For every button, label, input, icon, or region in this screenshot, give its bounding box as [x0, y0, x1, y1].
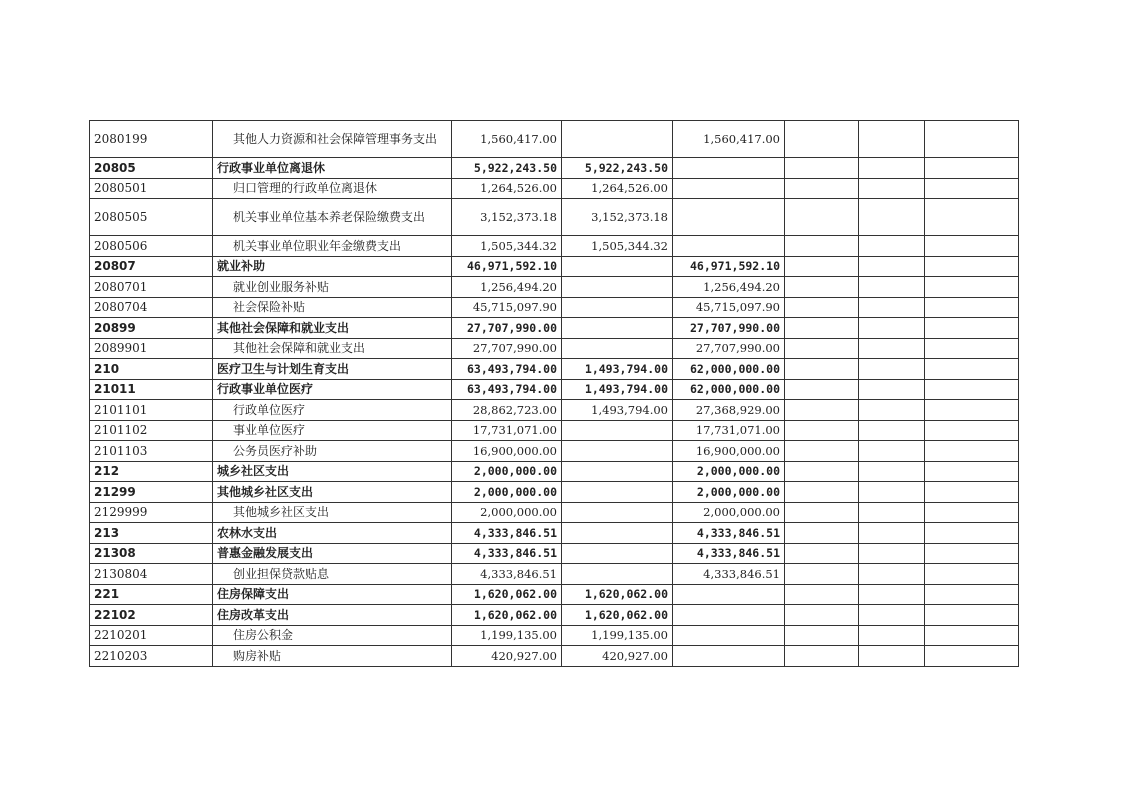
code-cell: 221 — [90, 584, 213, 605]
code-cell: 210 — [90, 359, 213, 380]
empty-cell — [925, 256, 1019, 277]
code-cell: 2101102 — [90, 420, 213, 441]
empty-cell — [785, 482, 859, 503]
empty-cell — [785, 318, 859, 339]
total-amount-cell: 1,256,494.20 — [452, 277, 562, 298]
empty-cell — [859, 441, 925, 462]
code-cell: 2130804 — [90, 564, 213, 585]
code-cell: 2101101 — [90, 400, 213, 421]
empty-cell — [785, 564, 859, 585]
empty-cell — [859, 318, 925, 339]
name-cell: 就业创业服务补贴 — [213, 277, 452, 298]
empty-cell — [925, 178, 1019, 199]
table-row — [90, 318, 1019, 339]
empty-cell — [859, 297, 925, 318]
name-cell: 事业单位医疗 — [213, 420, 452, 441]
total-amount-cell: 4,333,846.51 — [452, 523, 562, 544]
empty-cell — [925, 236, 1019, 257]
code-cell: 20807 — [90, 256, 213, 277]
empty-cell — [859, 158, 925, 179]
table-row — [90, 236, 1019, 257]
table-row — [90, 158, 1019, 179]
table-row — [90, 646, 1019, 667]
project-expenditure-cell — [673, 646, 785, 667]
basic-expenditure-cell: 1,199,135.00 — [562, 625, 673, 646]
table-row — [90, 199, 1019, 236]
total-amount-cell: 27,707,990.00 — [452, 338, 562, 359]
total-amount-cell: 46,971,592.10 — [452, 256, 562, 277]
empty-cell — [859, 420, 925, 441]
empty-cell — [925, 379, 1019, 400]
empty-cell — [925, 277, 1019, 298]
code-cell: 22102 — [90, 605, 213, 626]
empty-cell — [925, 646, 1019, 667]
total-amount-cell: 1,505,344.32 — [452, 236, 562, 257]
empty-cell — [925, 502, 1019, 523]
empty-cell — [925, 121, 1019, 158]
table-row — [90, 625, 1019, 646]
table-row — [90, 121, 1019, 158]
project-expenditure-cell: 46,971,592.10 — [673, 256, 785, 277]
total-amount-cell: 5,922,243.50 — [452, 158, 562, 179]
empty-cell — [859, 543, 925, 564]
empty-cell — [859, 605, 925, 626]
code-cell: 2080701 — [90, 277, 213, 298]
project-expenditure-cell: 62,000,000.00 — [673, 359, 785, 380]
empty-cell — [785, 523, 859, 544]
basic-expenditure-cell: 420,927.00 — [562, 646, 673, 667]
table-row — [90, 584, 1019, 605]
code-cell: 2210203 — [90, 646, 213, 667]
empty-cell — [859, 256, 925, 277]
name-cell: 农林水支出 — [213, 523, 452, 544]
empty-cell — [859, 502, 925, 523]
empty-cell — [925, 338, 1019, 359]
empty-cell — [925, 523, 1019, 544]
basic-expenditure-cell: 1,493,794.00 — [562, 359, 673, 380]
name-cell: 住房保障支出 — [213, 584, 452, 605]
basic-expenditure-cell — [562, 420, 673, 441]
basic-expenditure-cell: 1,493,794.00 — [562, 400, 673, 421]
empty-cell — [859, 564, 925, 585]
basic-expenditure-cell — [562, 564, 673, 585]
empty-cell — [785, 584, 859, 605]
name-cell: 归口管理的行政单位离退休 — [213, 178, 452, 199]
empty-cell — [925, 400, 1019, 421]
project-expenditure-cell — [673, 605, 785, 626]
project-expenditure-cell: 2,000,000.00 — [673, 502, 785, 523]
project-expenditure-cell: 62,000,000.00 — [673, 379, 785, 400]
empty-cell — [859, 482, 925, 503]
name-cell: 其他城乡社区支出 — [213, 502, 452, 523]
table-body — [90, 121, 1019, 667]
code-cell: 2089901 — [90, 338, 213, 359]
project-expenditure-cell — [673, 236, 785, 257]
basic-expenditure-cell — [562, 482, 673, 503]
name-cell: 机关事业单位基本养老保险缴费支出 — [213, 199, 452, 236]
empty-cell — [859, 379, 925, 400]
project-expenditure-cell: 4,333,846.51 — [673, 543, 785, 564]
name-cell: 行政事业单位离退休 — [213, 158, 452, 179]
empty-cell — [785, 625, 859, 646]
empty-cell — [785, 646, 859, 667]
project-expenditure-cell: 27,707,990.00 — [673, 338, 785, 359]
code-cell: 21011 — [90, 379, 213, 400]
name-cell: 其他人力资源和社会保障管理事务支出 — [213, 121, 452, 158]
name-cell: 购房补贴 — [213, 646, 452, 667]
basic-expenditure-cell: 3,152,373.18 — [562, 199, 673, 236]
empty-cell — [785, 277, 859, 298]
empty-cell — [925, 605, 1019, 626]
total-amount-cell: 1,560,417.00 — [452, 121, 562, 158]
basic-expenditure-cell — [562, 502, 673, 523]
code-cell: 21299 — [90, 482, 213, 503]
table-row — [90, 420, 1019, 441]
empty-cell — [925, 482, 1019, 503]
basic-expenditure-cell — [562, 318, 673, 339]
project-expenditure-cell: 1,560,417.00 — [673, 121, 785, 158]
name-cell: 公务员医疗补助 — [213, 441, 452, 462]
total-amount-cell: 1,620,062.00 — [452, 605, 562, 626]
code-cell: 2210201 — [90, 625, 213, 646]
basic-expenditure-cell — [562, 441, 673, 462]
table-row — [90, 338, 1019, 359]
empty-cell — [785, 297, 859, 318]
code-cell: 2080501 — [90, 178, 213, 199]
name-cell: 医疗卫生与计划生育支出 — [213, 359, 452, 380]
code-cell: 212 — [90, 461, 213, 482]
code-cell: 2080704 — [90, 297, 213, 318]
project-expenditure-cell — [673, 625, 785, 646]
total-amount-cell: 1,620,062.00 — [452, 584, 562, 605]
empty-cell — [785, 236, 859, 257]
total-amount-cell: 63,493,794.00 — [452, 359, 562, 380]
name-cell: 其他社会保障和就业支出 — [213, 338, 452, 359]
basic-expenditure-cell: 1,620,062.00 — [562, 605, 673, 626]
empty-cell — [785, 158, 859, 179]
basic-expenditure-cell — [562, 256, 673, 277]
total-amount-cell: 2,000,000.00 — [452, 461, 562, 482]
project-expenditure-cell — [673, 199, 785, 236]
empty-cell — [859, 277, 925, 298]
empty-cell — [785, 461, 859, 482]
name-cell: 创业担保贷款贴息 — [213, 564, 452, 585]
empty-cell — [925, 199, 1019, 236]
table-row — [90, 277, 1019, 298]
total-amount-cell: 45,715,097.90 — [452, 297, 562, 318]
empty-cell — [859, 400, 925, 421]
project-expenditure-cell: 1,256,494.20 — [673, 277, 785, 298]
empty-cell — [925, 297, 1019, 318]
project-expenditure-cell — [673, 158, 785, 179]
total-amount-cell: 4,333,846.51 — [452, 543, 562, 564]
table-row — [90, 543, 1019, 564]
code-cell: 2080505 — [90, 199, 213, 236]
empty-cell — [925, 420, 1019, 441]
table-row — [90, 605, 1019, 626]
total-amount-cell: 2,000,000.00 — [452, 502, 562, 523]
name-cell: 行政事业单位医疗 — [213, 379, 452, 400]
empty-cell — [785, 178, 859, 199]
basic-expenditure-cell: 1,264,526.00 — [562, 178, 673, 199]
name-cell: 城乡社区支出 — [213, 461, 452, 482]
name-cell: 普惠金融发展支出 — [213, 543, 452, 564]
empty-cell — [925, 318, 1019, 339]
project-expenditure-cell: 4,333,846.51 — [673, 564, 785, 585]
empty-cell — [785, 502, 859, 523]
empty-cell — [785, 256, 859, 277]
empty-cell — [785, 400, 859, 421]
empty-cell — [925, 359, 1019, 380]
table-row — [90, 564, 1019, 585]
name-cell: 社会保险补贴 — [213, 297, 452, 318]
code-cell: 21308 — [90, 543, 213, 564]
empty-cell — [785, 605, 859, 626]
empty-cell — [785, 121, 859, 158]
name-cell: 就业补助 — [213, 256, 452, 277]
basic-expenditure-cell — [562, 121, 673, 158]
code-cell: 2080199 — [90, 121, 213, 158]
name-cell: 其他社会保障和就业支出 — [213, 318, 452, 339]
code-cell: 20899 — [90, 318, 213, 339]
table-row — [90, 523, 1019, 544]
table-row — [90, 482, 1019, 503]
total-amount-cell: 4,333,846.51 — [452, 564, 562, 585]
table-row — [90, 256, 1019, 277]
table-row — [90, 178, 1019, 199]
basic-expenditure-cell: 5,922,243.50 — [562, 158, 673, 179]
total-amount-cell: 27,707,990.00 — [452, 318, 562, 339]
total-amount-cell: 1,264,526.00 — [452, 178, 562, 199]
code-cell: 2101103 — [90, 441, 213, 462]
basic-expenditure-cell — [562, 338, 673, 359]
table-row — [90, 502, 1019, 523]
total-amount-cell: 420,927.00 — [452, 646, 562, 667]
basic-expenditure-cell — [562, 277, 673, 298]
total-amount-cell: 2,000,000.00 — [452, 482, 562, 503]
empty-cell — [859, 121, 925, 158]
empty-cell — [859, 461, 925, 482]
empty-cell — [785, 441, 859, 462]
project-expenditure-cell: 2,000,000.00 — [673, 461, 785, 482]
empty-cell — [925, 625, 1019, 646]
table-row — [90, 379, 1019, 400]
empty-cell — [859, 178, 925, 199]
project-expenditure-cell: 27,707,990.00 — [673, 318, 785, 339]
empty-cell — [785, 199, 859, 236]
project-expenditure-cell — [673, 584, 785, 605]
basic-expenditure-cell: 1,620,062.00 — [562, 584, 673, 605]
name-cell: 住房改革支出 — [213, 605, 452, 626]
code-cell: 2080506 — [90, 236, 213, 257]
total-amount-cell: 17,731,071.00 — [452, 420, 562, 441]
table-row — [90, 359, 1019, 380]
empty-cell — [859, 625, 925, 646]
empty-cell — [859, 359, 925, 380]
empty-cell — [925, 158, 1019, 179]
total-amount-cell: 1,199,135.00 — [452, 625, 562, 646]
project-expenditure-cell: 27,368,929.00 — [673, 400, 785, 421]
total-amount-cell: 16,900,000.00 — [452, 441, 562, 462]
project-expenditure-cell: 16,900,000.00 — [673, 441, 785, 462]
basic-expenditure-cell — [562, 543, 673, 564]
name-cell: 其他城乡社区支出 — [213, 482, 452, 503]
name-cell: 行政单位医疗 — [213, 400, 452, 421]
name-cell: 住房公积金 — [213, 625, 452, 646]
budget-expenditure-table — [89, 120, 1019, 667]
name-cell: 机关事业单位职业年金缴费支出 — [213, 236, 452, 257]
empty-cell — [925, 441, 1019, 462]
basic-expenditure-cell — [562, 461, 673, 482]
empty-cell — [859, 646, 925, 667]
empty-cell — [925, 584, 1019, 605]
project-expenditure-cell: 2,000,000.00 — [673, 482, 785, 503]
total-amount-cell: 63,493,794.00 — [452, 379, 562, 400]
basic-expenditure-cell — [562, 297, 673, 318]
project-expenditure-cell: 17,731,071.00 — [673, 420, 785, 441]
code-cell: 2129999 — [90, 502, 213, 523]
empty-cell — [859, 584, 925, 605]
project-expenditure-cell: 45,715,097.90 — [673, 297, 785, 318]
table-row — [90, 400, 1019, 421]
table-row — [90, 461, 1019, 482]
empty-cell — [925, 543, 1019, 564]
empty-cell — [785, 543, 859, 564]
code-cell: 20805 — [90, 158, 213, 179]
table-row — [90, 441, 1019, 462]
empty-cell — [785, 359, 859, 380]
empty-cell — [925, 461, 1019, 482]
project-expenditure-cell: 4,333,846.51 — [673, 523, 785, 544]
project-expenditure-cell — [673, 178, 785, 199]
code-cell: 213 — [90, 523, 213, 544]
empty-cell — [785, 338, 859, 359]
empty-cell — [859, 523, 925, 544]
total-amount-cell: 28,862,723.00 — [452, 400, 562, 421]
basic-expenditure-cell — [562, 523, 673, 544]
empty-cell — [785, 379, 859, 400]
basic-expenditure-cell: 1,505,344.32 — [562, 236, 673, 257]
table-row — [90, 297, 1019, 318]
basic-expenditure-cell: 1,493,794.00 — [562, 379, 673, 400]
empty-cell — [859, 338, 925, 359]
empty-cell — [785, 420, 859, 441]
empty-cell — [925, 564, 1019, 585]
empty-cell — [859, 199, 925, 236]
total-amount-cell: 3,152,373.18 — [452, 199, 562, 236]
empty-cell — [859, 236, 925, 257]
